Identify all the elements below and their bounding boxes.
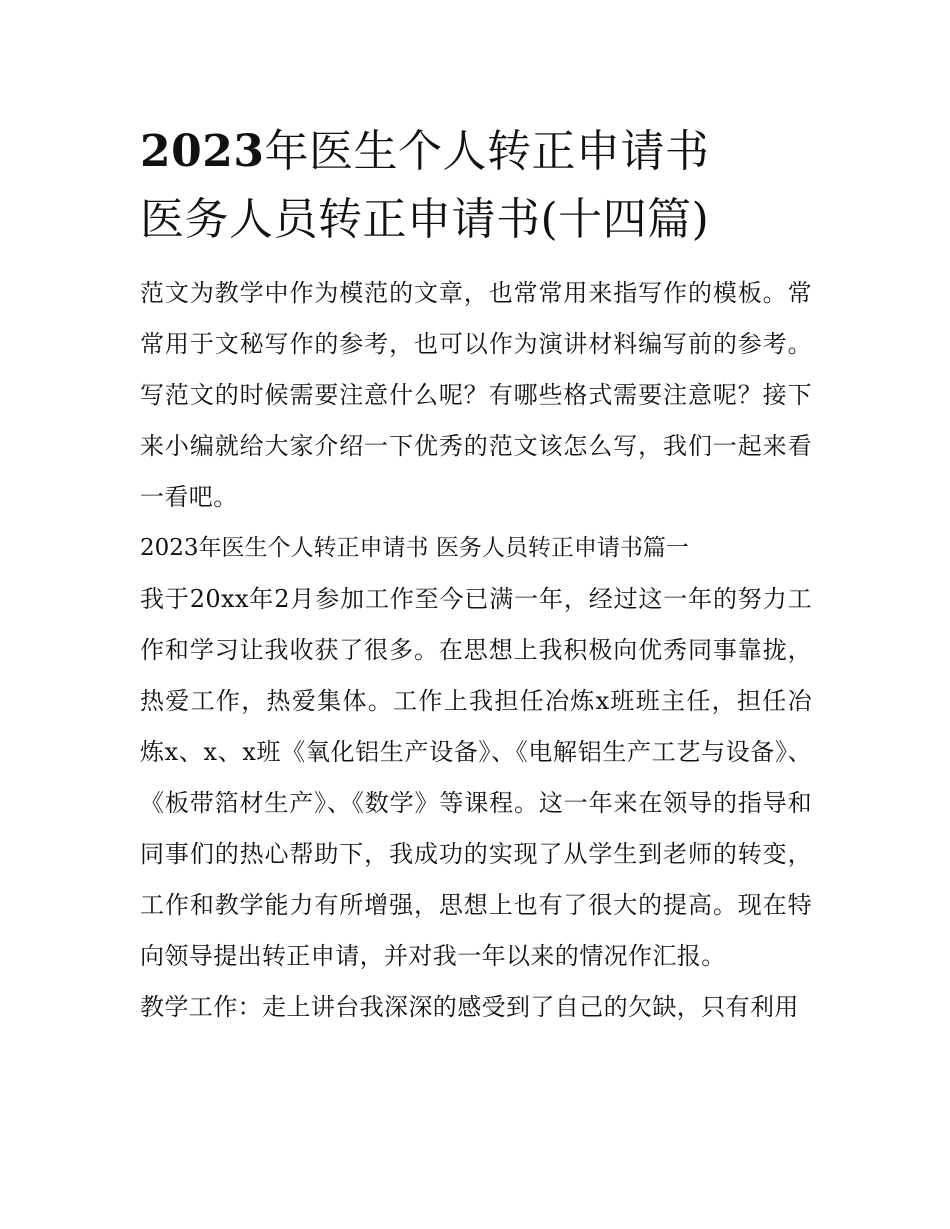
body-paragraph-2: 教学工作：走上讲台我深深的感受到了自己的欠缺，只有利用 <box>140 993 799 1021</box>
document-title <box>140 118 812 254</box>
document-body <box>140 268 812 1033</box>
title-year: 2023 <box>140 126 265 177</box>
title-line-1-text: 年医生个人转正申请书 <box>264 126 710 177</box>
intro-paragraph: 范文为教学中作为模范的文章，也常常用来指写作的模板。常常用于文秘写作的参考，也可以作为演讲材料编写前的参考。写范文的时候需要注意什么呢？有哪些格式需要注意呢？接下来小编就给大家介绍一下优秀的范文该怎么写，我们一起来看一看吧。 <box>140 279 812 511</box>
title-line-2: 医务人员转正申请书(十四篇) <box>140 194 710 245</box>
title-line-1 <box>140 118 812 186</box>
document-page <box>140 118 812 1033</box>
section-heading: 2023年医生个人转正申请书 医务人员转正申请书篇一 <box>140 535 689 561</box>
body-paragraph-1: 我于20xx年2月参加工作至今已满一年，经过这一年的努力工作和学习让我收获了很多。在思想上我积极向优秀同事靠拢，热爱工作，热爱集体。工作上我担任冶炼x班班主任，担任冶炼x、x、x班《氧化铝生产设备》、《电解铝生产工艺与设备》、《板带箔材生产》、《数学》等课程。这一年来在领导的指导和同事们的热心帮助下，我成功的实现了从学生到老师的转变，工作和教学能力有所增强，思想上也有了很大的提高。现在特向领导提出转正申请，并对我一年以来的情况作汇报。 <box>140 585 812 970</box>
